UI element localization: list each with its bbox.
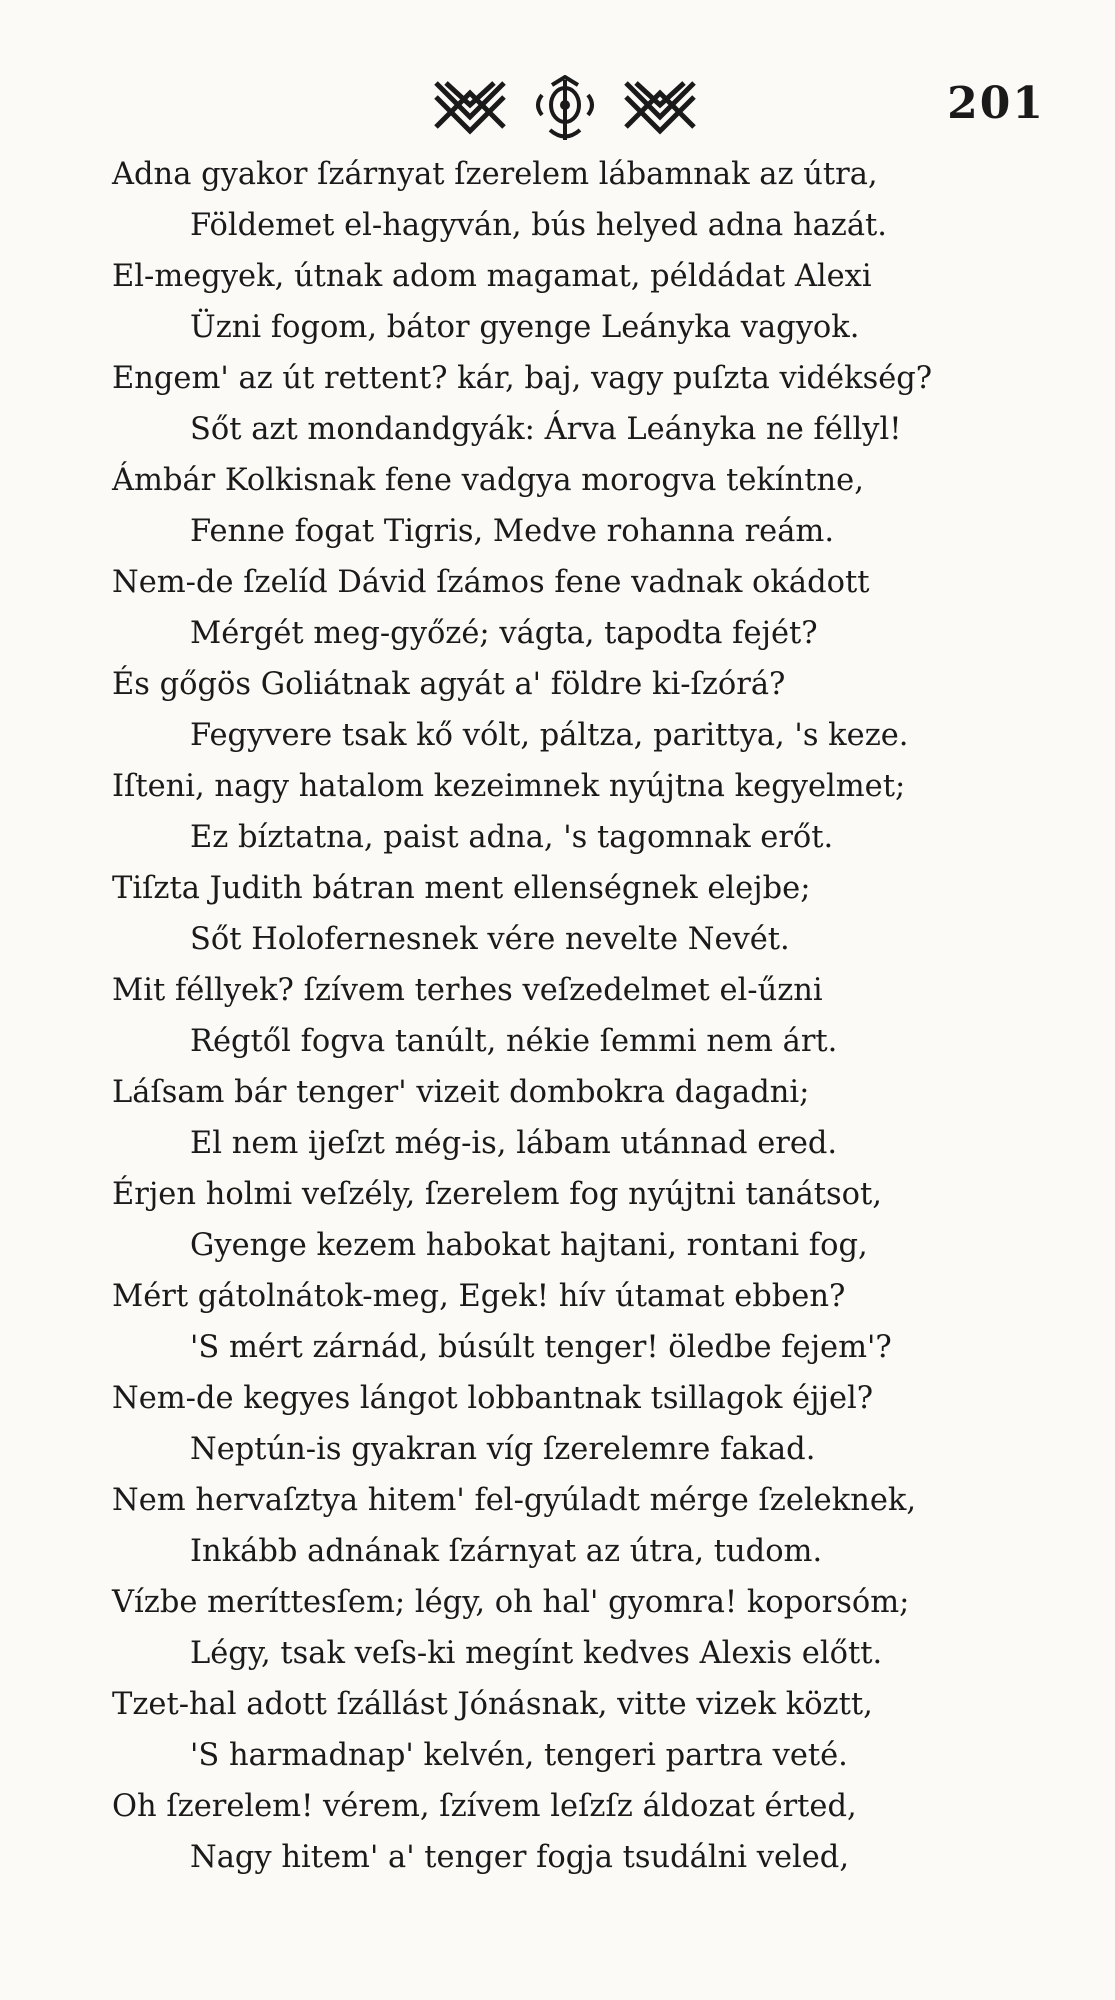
poem-line: 'S mért zárnád, búsúlt tenger! öledbe fejem'? <box>190 1330 892 1365</box>
poem-line: Földemet el-hagyván, bús helyed adna hazát. <box>190 208 887 243</box>
poem-line: Nem hervaſztya hitem' fel-gyúladt mérge ſzeleknek, <box>112 1483 917 1518</box>
poem-line: Iſteni, nagy hatalom kezeimnek nyújtna kegyelmet; <box>112 769 906 804</box>
poem-line: Neptún-is gyakran víg ſzerelemre fakad. <box>190 1432 816 1467</box>
poem-line: Sőt azt mondandgyák: Árva Leányka ne féllyl! <box>190 412 902 447</box>
poem-line: Engem' az út rettent? kár, baj, vagy puſzta vidékség? <box>112 361 933 396</box>
poem-line: Ámbár Kolkisnak fene vadgya morogva tekíntne, <box>112 463 864 498</box>
poem-line: Légy, tsak veſs-ki megínt kedves Alexis előtt. <box>190 1636 883 1671</box>
poem-line: Tiſzta Judith bátran ment ellenségnek elejbe; <box>112 871 811 906</box>
ornament-center-icon <box>530 75 600 145</box>
poem-line: Érjen holmi veſzély, ſzerelem fog nyújtni tanátsot, <box>112 1177 882 1212</box>
poem-line: Nem-de ſzelíd Dávid ſzámos fene vadnak okádott <box>112 565 870 600</box>
poem-line: Nagy hitem' a' tenger fogja tsudálni veled, <box>190 1840 850 1875</box>
page-number: 201 <box>947 78 1045 129</box>
poem-line: Mért gátolnátok-meg, Egek! hív útamat ebben? <box>112 1279 846 1314</box>
poem-line: Oh ſzerelem! vérem, ſzívem leſzſz áldozat érted, <box>112 1789 857 1824</box>
ornament-right-icon <box>620 75 700 135</box>
poem-line: Tzet-hal adott ſzállást Jónásnak, vitte vizek köztt, <box>112 1687 873 1722</box>
page-header <box>0 60 1115 150</box>
poem-line: Mit féllyek? ſzívem terhes veſzedelmet el-űzni <box>112 973 823 1008</box>
poem-line: Nem-de kegyes lángot lobbantnak tsillagok éjjel? <box>112 1381 874 1416</box>
poem-line: Fenne fogat Tigris, Medve rohanna reám. <box>190 514 835 549</box>
poem-line: Régtől fogva tanúlt, nékie ſemmi nem árt. <box>190 1024 838 1059</box>
poem-line: El nem ijeſzt még-is, lábam utánnad ered. <box>190 1126 838 1161</box>
poem-line: Adna gyakor ſzárnyat ſzerelem lábamnak az útra, <box>112 157 878 192</box>
ornament-left-icon <box>430 75 510 135</box>
poem-line: Gyenge kezem habokat hajtani, rontani fog, <box>190 1228 868 1263</box>
poem-line: Láſsam bár tenger' vizeit dombokra dagadni; <box>112 1075 810 1110</box>
poem-line: Fegyvere tsak kő vólt, páltza, parittya, 's keze. <box>190 718 909 753</box>
poem-line: Vízbe meríttesſem; légy, oh hal' gyomra! koporsóm; <box>112 1585 910 1620</box>
poem-line: Inkább adnának ſzárnyat az útra, tudom. <box>190 1534 823 1569</box>
poem-line: 'S harmadnap' kelvén, tengeri partra veté. <box>190 1738 848 1773</box>
poem-line: El-megyek, útnak adom magamat, példádat Alexi <box>112 259 872 294</box>
poem-line: És gőgös Goliátnak agyát a' földre ki-ſzórá? <box>112 667 786 702</box>
poem-line: Sőt Holofernesnek vére nevelte Nevét. <box>190 922 790 957</box>
poem-line: Mérgét meg-győzé; vágta, tapodta fejét? <box>190 616 818 651</box>
poem-line: Ez bíztatna, paist adna, 's tagomnak erőt. <box>190 820 834 855</box>
poem-line: Üzni fogom, bátor gyenge Leányka vagyok. <box>190 310 860 345</box>
ornament-row <box>430 75 700 145</box>
